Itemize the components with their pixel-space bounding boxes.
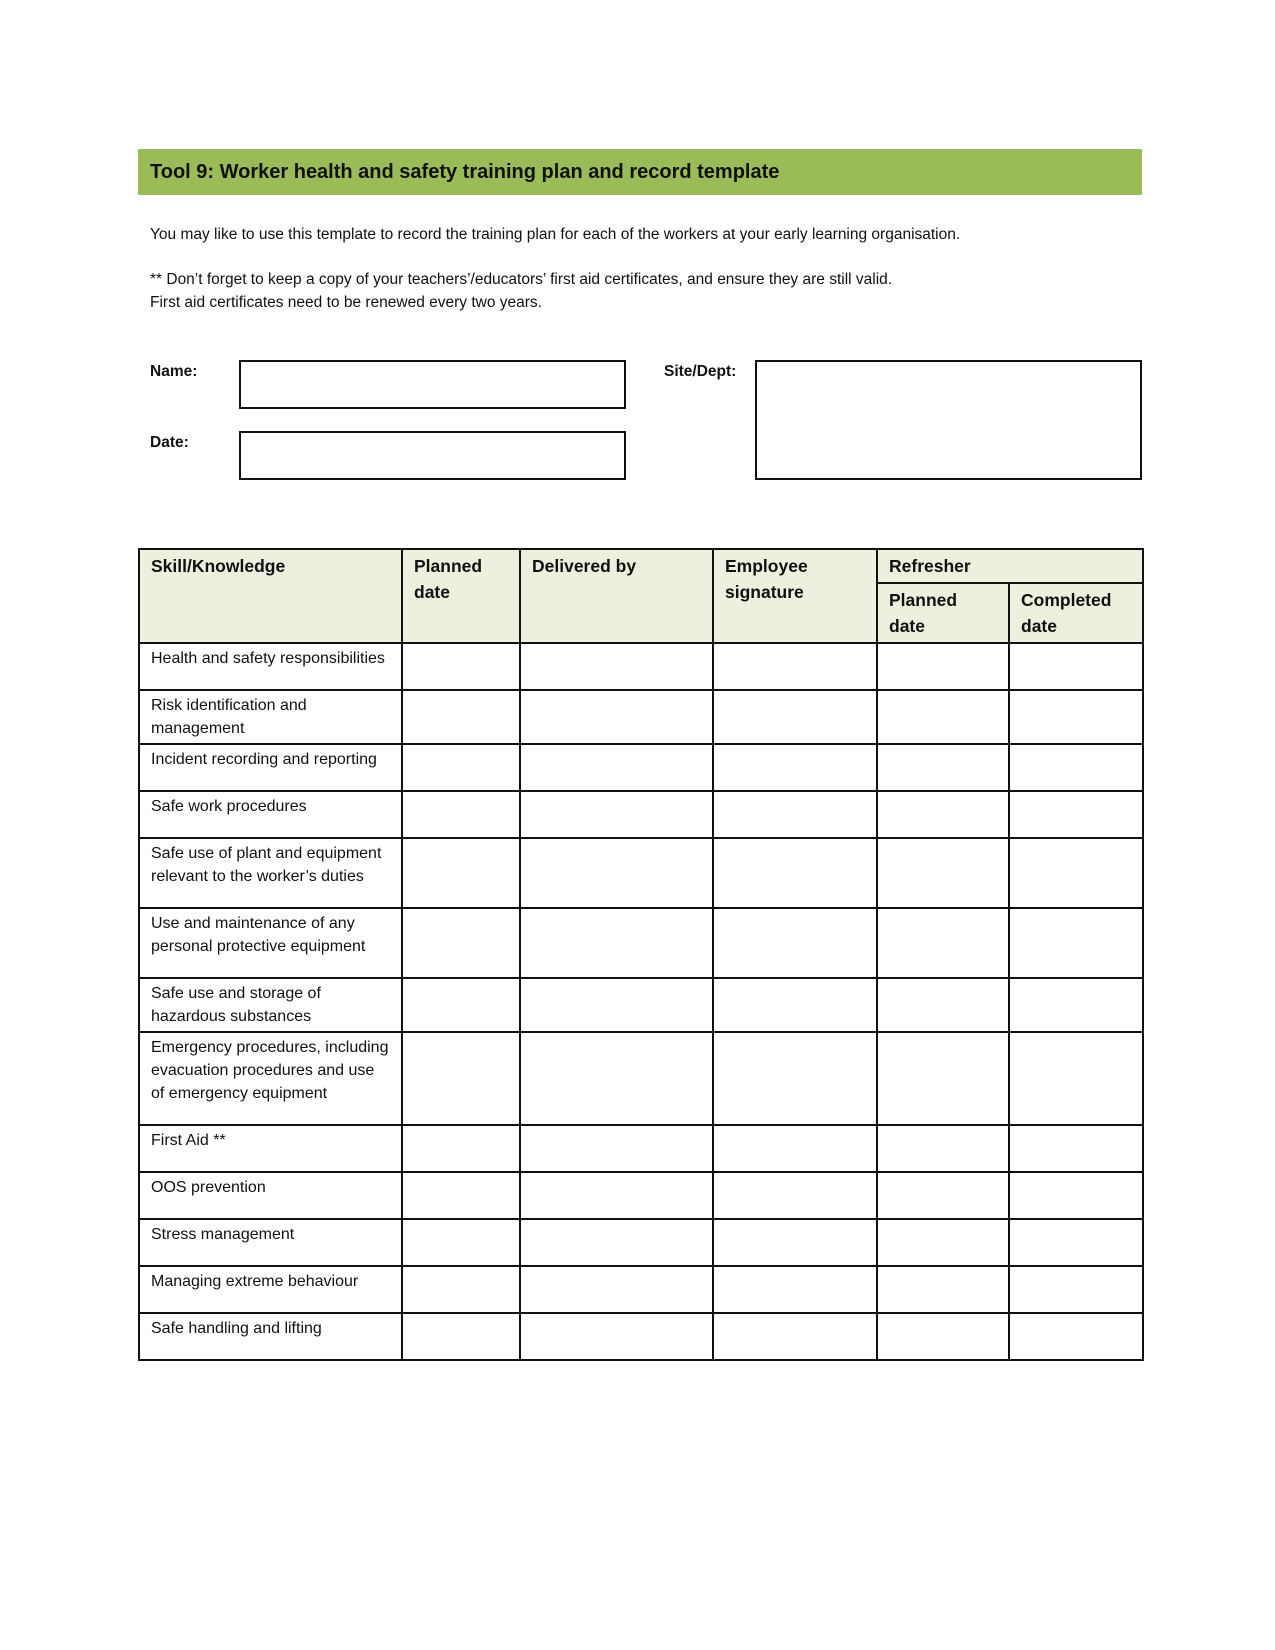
training-plan-table (138, 548, 1144, 1361)
employee-signature-cell[interactable] (713, 978, 877, 1032)
table-row (139, 791, 1143, 838)
name-label: Name: (150, 363, 198, 380)
delivered-by-cell[interactable] (520, 643, 713, 690)
page-title: Tool 9: Worker health and safety training plan and record template (150, 160, 780, 183)
employee-signature-cell[interactable] (713, 1172, 877, 1219)
refresher-planned-cell[interactable] (877, 1125, 1009, 1172)
refresher-planned-cell[interactable] (877, 1219, 1009, 1266)
table-row (139, 643, 1143, 690)
skill-cell: Use and maintenance of any personal protective equipment (139, 908, 402, 978)
table-row (139, 1172, 1143, 1219)
refresher-planned-cell[interactable] (877, 690, 1009, 744)
delivered-by-cell[interactable] (520, 690, 713, 744)
planned-date-cell[interactable] (402, 1219, 520, 1266)
refresher-planned-cell[interactable] (877, 908, 1009, 978)
refresher-completed-cell[interactable] (1009, 1266, 1143, 1313)
refresher-planned-cell[interactable] (877, 838, 1009, 908)
employee-signature-cell[interactable] (713, 1125, 877, 1172)
skill-cell: Safe use of plant and equipment relevant to the worker’s duties (139, 838, 402, 908)
planned-date-cell[interactable] (402, 1172, 520, 1219)
header-refresher-completed-date: Completed date (1009, 583, 1143, 643)
delivered-by-cell[interactable] (520, 978, 713, 1032)
planned-date-cell[interactable] (402, 643, 520, 690)
planned-date-cell[interactable] (402, 1313, 520, 1360)
refresher-completed-cell[interactable] (1009, 643, 1143, 690)
skill-cell: Safe use and storage of hazardous substances (139, 978, 402, 1032)
employee-signature-cell[interactable] (713, 838, 877, 908)
refresher-completed-cell[interactable] (1009, 1172, 1143, 1219)
delivered-by-cell[interactable] (520, 1032, 713, 1125)
planned-date-cell[interactable] (402, 791, 520, 838)
refresher-completed-cell[interactable] (1009, 744, 1143, 791)
first-aid-note (150, 268, 892, 314)
skill-cell: Incident recording and reporting (139, 744, 402, 791)
header-refresher: Refresher (877, 549, 1143, 583)
delivered-by-cell[interactable] (520, 1266, 713, 1313)
planned-date-cell[interactable] (402, 1266, 520, 1313)
skill-cell: Safe work procedures (139, 791, 402, 838)
skill-cell: Safe handling and lifting (139, 1313, 402, 1360)
header-planned-date: Planned date (402, 549, 520, 643)
employee-signature-cell[interactable] (713, 1219, 877, 1266)
table-row (139, 978, 1143, 1032)
date-label: Date: (150, 434, 189, 451)
employee-signature-cell[interactable] (713, 643, 877, 690)
planned-date-cell[interactable] (402, 908, 520, 978)
refresher-planned-cell[interactable] (877, 791, 1009, 838)
table-row (139, 690, 1143, 744)
refresher-completed-cell[interactable] (1009, 1125, 1143, 1172)
employee-signature-cell[interactable] (713, 1266, 877, 1313)
skill-cell: Managing extreme behaviour (139, 1266, 402, 1313)
delivered-by-cell[interactable] (520, 1219, 713, 1266)
planned-date-cell[interactable] (402, 1032, 520, 1125)
refresher-completed-cell[interactable] (1009, 1313, 1143, 1360)
planned-date-cell[interactable] (402, 1125, 520, 1172)
refresher-completed-cell[interactable] (1009, 978, 1143, 1032)
refresher-planned-cell[interactable] (877, 643, 1009, 690)
refresher-planned-cell[interactable] (877, 1032, 1009, 1125)
refresher-completed-cell[interactable] (1009, 1219, 1143, 1266)
skill-cell: Risk identification and management (139, 690, 402, 744)
site-dept-field[interactable] (755, 360, 1142, 480)
delivered-by-cell[interactable] (520, 1172, 713, 1219)
delivered-by-cell[interactable] (520, 791, 713, 838)
employee-signature-cell[interactable] (713, 744, 877, 791)
header-employee-signature: Employee signature (713, 549, 877, 643)
skill-cell: OOS prevention (139, 1172, 402, 1219)
employee-signature-cell[interactable] (713, 1313, 877, 1360)
header-delivered-by: Delivered by (520, 549, 713, 643)
refresher-completed-cell[interactable] (1009, 791, 1143, 838)
table-row (139, 1125, 1143, 1172)
delivered-by-cell[interactable] (520, 908, 713, 978)
refresher-planned-cell[interactable] (877, 1266, 1009, 1313)
delivered-by-cell[interactable] (520, 1313, 713, 1360)
table-row (139, 1313, 1143, 1360)
skill-cell: First Aid ** (139, 1125, 402, 1172)
delivered-by-cell[interactable] (520, 838, 713, 908)
table-row (139, 1219, 1143, 1266)
table-row (139, 744, 1143, 791)
planned-date-cell[interactable] (402, 690, 520, 744)
note-line-1: ** Don’t forget to keep a copy of your teachers’/educators’ first aid certificates, and ensure they are still valid. (150, 271, 893, 288)
refresher-planned-cell[interactable] (877, 744, 1009, 791)
employee-signature-cell[interactable] (713, 1032, 877, 1125)
delivered-by-cell[interactable] (520, 744, 713, 791)
title-banner (138, 149, 1142, 195)
planned-date-cell[interactable] (402, 744, 520, 791)
planned-date-cell[interactable] (402, 838, 520, 908)
skill-cell: Emergency procedures, including evacuation procedures and use of emergency equipment (139, 1032, 402, 1125)
table-row (139, 1266, 1143, 1313)
header-refresher-planned-date: Planned date (877, 583, 1009, 643)
employee-signature-cell[interactable] (713, 791, 877, 838)
skill-cell: Stress management (139, 1219, 402, 1266)
delivered-by-cell[interactable] (520, 1125, 713, 1172)
refresher-completed-cell[interactable] (1009, 908, 1143, 978)
header-skill-knowledge: Skill/Knowledge (139, 549, 402, 643)
employee-signature-cell[interactable] (713, 908, 877, 978)
refresher-planned-cell[interactable] (877, 1313, 1009, 1360)
refresher-completed-cell[interactable] (1009, 690, 1143, 744)
skill-cell: Health and safety responsibilities (139, 643, 402, 690)
table-row (139, 908, 1143, 978)
table-row (139, 838, 1143, 908)
note-line-2: First aid certificates need to be renewed every two years. (150, 294, 542, 311)
refresher-planned-cell[interactable] (877, 1172, 1009, 1219)
refresher-planned-cell[interactable] (877, 978, 1009, 1032)
name-field[interactable] (239, 360, 626, 409)
refresher-completed-cell[interactable] (1009, 1032, 1143, 1125)
table-row (139, 1032, 1143, 1125)
date-field[interactable] (239, 431, 626, 480)
refresher-completed-cell[interactable] (1009, 838, 1143, 908)
planned-date-cell[interactable] (402, 978, 520, 1032)
employee-signature-cell[interactable] (713, 690, 877, 744)
site-dept-label: Site/Dept: (664, 363, 737, 380)
intro-text: You may like to use this template to record the training plan for each of the workers at your early learning organisation. (150, 226, 961, 243)
